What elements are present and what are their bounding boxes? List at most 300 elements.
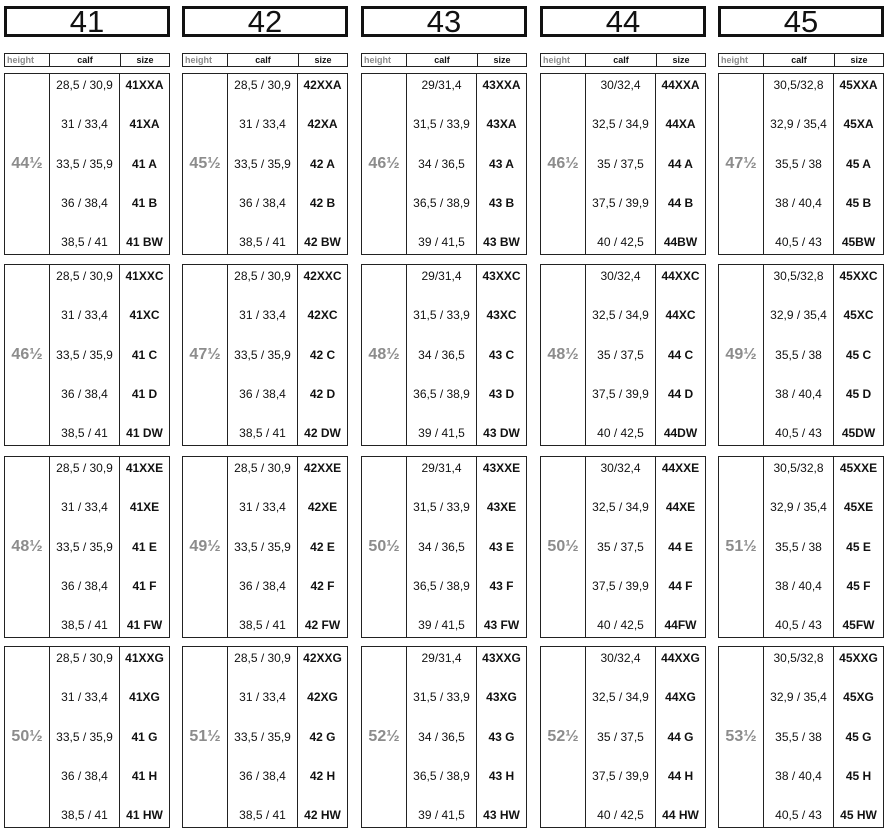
calf-range-cell: 28,5 / 30,9	[56, 269, 113, 283]
height-group	[182, 73, 348, 255]
size-code-cell: 44XXC	[661, 269, 700, 283]
calf-range-cell: 31 / 33,4	[239, 500, 286, 515]
size-column	[656, 74, 705, 254]
size-code-cell: 42XE	[307, 500, 338, 515]
calf-range-cell: 32,9 / 35,4	[770, 117, 827, 132]
calf-column	[586, 457, 656, 637]
height-value: 50½	[5, 647, 50, 827]
calf-range-cell: 30/32,4	[600, 461, 641, 475]
calf-range-cell: 32,9 / 35,4	[770, 500, 827, 515]
size-code-cell: 42XG	[307, 690, 338, 705]
calf-range-cell: 33,5 / 35,9	[234, 156, 291, 171]
height-header: height	[719, 54, 764, 66]
calf-range-cell: 36,5 / 38,9	[413, 768, 470, 783]
size-column	[656, 647, 705, 827]
calf-range-cell: 37,5 / 39,9	[592, 195, 649, 210]
calf-range-cell: 31 / 33,4	[61, 117, 108, 132]
size-code-cell: 45 H	[845, 768, 872, 783]
calf-range-cell: 33,5 / 35,9	[234, 539, 291, 554]
size-code-cell: 42 A	[310, 156, 335, 171]
shoe-size-header: 44	[540, 6, 706, 37]
height-value: 53½	[719, 647, 764, 827]
calf-range-cell: 36 / 38,4	[61, 386, 108, 401]
calf-range-cell: 29/31,4	[421, 461, 462, 475]
calf-column	[586, 647, 656, 827]
size-code-cell: 41 H	[131, 768, 158, 783]
calf-range-cell: 32,9 / 35,4	[770, 308, 827, 323]
size-header: size	[136, 55, 154, 65]
size-code-cell: 43 C	[488, 347, 515, 362]
size-code-cell: 41 C	[131, 347, 158, 362]
size-code-cell: 43 F	[489, 578, 514, 593]
shoe-size-header: 42	[182, 6, 348, 37]
height-value: 49½	[719, 265, 764, 445]
size-code-cell: 45 C	[845, 347, 872, 362]
height-value: 50½	[541, 457, 586, 637]
size-code-cell: 45XA	[843, 117, 874, 132]
height-group	[361, 73, 527, 255]
size-column	[298, 265, 347, 445]
size-code-cell: 41XG	[129, 690, 160, 705]
column-headers	[4, 53, 170, 67]
height-header: height	[362, 54, 407, 66]
calf-column	[50, 457, 120, 637]
size-code-cell: 45XXC	[839, 269, 878, 283]
size-code-cell: 44 D	[667, 386, 694, 401]
size-column	[834, 647, 883, 827]
size-code-cell: 44DW	[663, 426, 698, 440]
size-code-cell: 44 H	[667, 768, 694, 783]
size-column	[477, 74, 526, 254]
calf-range-cell: 31 / 33,4	[239, 308, 286, 323]
size-code-cell: 41 A	[132, 156, 157, 171]
size-code-cell: 41XXG	[125, 651, 164, 665]
size-code-cell: 43XXG	[482, 651, 521, 665]
size-code-cell: 41 DW	[126, 426, 163, 440]
calf-range-cell: 31,5 / 33,9	[413, 117, 470, 132]
size-code-cell: 42 HW	[304, 808, 341, 822]
calf-range-cell: 36 / 38,4	[239, 386, 286, 401]
size-code-cell: 44 C	[667, 347, 694, 362]
height-group	[182, 264, 348, 446]
height-group	[182, 456, 348, 638]
size-code-cell: 43XG	[486, 690, 517, 705]
calf-range-cell: 36 / 38,4	[61, 578, 108, 593]
size-code-cell: 44XE	[665, 500, 696, 515]
size-column	[298, 457, 347, 637]
height-group	[718, 456, 884, 638]
calf-range-cell: 39 / 41,5	[418, 235, 465, 249]
height-value: 46½	[5, 265, 50, 445]
column-headers	[540, 53, 706, 67]
calf-column	[50, 647, 120, 827]
size-column	[477, 647, 526, 827]
height-group	[361, 264, 527, 446]
size-code-cell: 45XE	[843, 500, 874, 515]
size-column	[656, 457, 705, 637]
calf-range-cell: 38,5 / 41	[239, 235, 286, 249]
calf-range-cell: 33,5 / 35,9	[56, 347, 113, 362]
size-code-cell: 42 H	[309, 768, 336, 783]
calf-range-cell: 36 / 38,4	[61, 768, 108, 783]
size-code-cell: 42XC	[307, 308, 338, 323]
size-code-cell: 41 B	[131, 195, 158, 210]
calf-range-cell: 35 / 37,5	[597, 156, 644, 171]
height-group	[718, 264, 884, 446]
calf-range-cell: 40,5 / 43	[775, 808, 822, 822]
size-code-cell: 42 G	[309, 729, 336, 744]
size-code-cell: 45FW	[842, 618, 875, 632]
column-headers	[718, 53, 884, 67]
calf-column	[407, 265, 477, 445]
size-header: size	[314, 55, 332, 65]
size-code-cell: 45 G	[845, 729, 872, 744]
calf-range-cell: 31 / 33,4	[61, 500, 108, 515]
calf-range-cell: 28,5 / 30,9	[234, 461, 291, 475]
size-column	[834, 74, 883, 254]
size-code-cell: 43 H	[488, 768, 515, 783]
calf-range-cell: 30,5/32,8	[773, 651, 824, 665]
size-code-cell: 43 DW	[483, 426, 520, 440]
calf-header: calf	[407, 54, 478, 66]
size-code-cell: 44BW	[663, 235, 698, 249]
size-code-cell: 43XXC	[482, 269, 521, 283]
calf-range-cell: 28,5 / 30,9	[56, 78, 113, 92]
size-column	[656, 265, 705, 445]
size-code-cell: 42XXA	[303, 78, 342, 92]
calf-range-cell: 31 / 33,4	[239, 690, 286, 705]
size-code-cell: 41XA	[129, 117, 160, 132]
calf-range-cell: 33,5 / 35,9	[234, 729, 291, 744]
size-code-cell: 41 FW	[126, 618, 163, 632]
calf-range-cell: 33,5 / 35,9	[56, 156, 113, 171]
size-code-cell: 45 A	[846, 156, 871, 171]
height-group	[182, 646, 348, 828]
calf-column	[764, 457, 834, 637]
calf-range-cell: 28,5 / 30,9	[234, 78, 291, 92]
size-code-cell: 44XXG	[661, 651, 700, 665]
size-code-cell: 45XXG	[839, 651, 878, 665]
calf-range-cell: 35,5 / 38	[775, 347, 822, 362]
size-code-cell: 45 D	[845, 386, 872, 401]
size-code-cell: 45DW	[841, 426, 876, 440]
size-code-cell: 42 DW	[304, 426, 341, 440]
size-header: size	[850, 55, 868, 65]
calf-range-cell: 37,5 / 39,9	[592, 386, 649, 401]
calf-header: calf	[50, 54, 121, 66]
height-value: 47½	[719, 74, 764, 254]
size-code-cell: 42 C	[309, 347, 336, 362]
size-code-cell: 42 D	[309, 386, 336, 401]
calf-range-cell: 33,5 / 35,9	[56, 729, 113, 744]
calf-range-cell: 30,5/32,8	[773, 461, 824, 475]
height-group	[718, 73, 884, 255]
size-code-cell: 44XC	[665, 308, 696, 323]
height-group	[540, 456, 706, 638]
size-code-cell: 44XA	[665, 117, 696, 132]
size-code-cell: 45XG	[843, 690, 874, 705]
size-code-cell: 44 F	[668, 578, 693, 593]
calf-column	[407, 74, 477, 254]
size-code-cell: 42 B	[309, 195, 336, 210]
calf-range-cell: 28,5 / 30,9	[56, 461, 113, 475]
calf-range-cell: 38,5 / 41	[61, 618, 108, 632]
calf-range-cell: 30/32,4	[600, 651, 641, 665]
calf-column	[586, 265, 656, 445]
calf-range-cell: 36 / 38,4	[239, 768, 286, 783]
calf-range-cell: 38,5 / 41	[61, 235, 108, 249]
size-code-cell: 42XXC	[303, 269, 342, 283]
height-value: 51½	[183, 647, 228, 827]
size-code-cell: 45 B	[845, 195, 872, 210]
size-code-cell: 43XE	[486, 500, 517, 515]
calf-column	[764, 647, 834, 827]
height-group	[4, 73, 170, 255]
size-code-cell: 41 G	[131, 729, 158, 744]
calf-range-cell: 29/31,4	[421, 78, 462, 92]
calf-column	[586, 74, 656, 254]
calf-range-cell: 40 / 42,5	[597, 426, 644, 440]
height-value: 46½	[362, 74, 407, 254]
calf-range-cell: 32,5 / 34,9	[592, 117, 649, 132]
shoe-size-header: 45	[718, 6, 884, 37]
size-column	[298, 74, 347, 254]
size-code-cell: 45XXA	[839, 78, 878, 92]
height-value: 52½	[541, 647, 586, 827]
calf-range-cell: 35,5 / 38	[775, 729, 822, 744]
height-group	[4, 264, 170, 446]
calf-range-cell: 34 / 36,5	[418, 156, 465, 171]
calf-range-cell: 32,5 / 34,9	[592, 690, 649, 705]
calf-range-cell: 39 / 41,5	[418, 618, 465, 632]
calf-column	[407, 647, 477, 827]
size-code-cell: 43XXE	[482, 461, 521, 475]
size-code-cell: 44XXA	[661, 78, 700, 92]
size-code-cell: 41 HW	[126, 808, 163, 822]
height-value: 45½	[183, 74, 228, 254]
size-code-cell: 42 F	[310, 578, 335, 593]
height-value: 48½	[5, 457, 50, 637]
calf-range-cell: 40,5 / 43	[775, 426, 822, 440]
calf-column	[228, 265, 298, 445]
size-code-cell: 42XXG	[303, 651, 342, 665]
calf-range-cell: 28,5 / 30,9	[234, 269, 291, 283]
height-header: height	[541, 54, 586, 66]
calf-range-cell: 38 / 40,4	[775, 195, 822, 210]
calf-range-cell: 34 / 36,5	[418, 729, 465, 744]
size-code-cell: 42 FW	[304, 618, 341, 632]
shoe-size-header: 41	[4, 6, 170, 37]
calf-column	[764, 265, 834, 445]
height-group	[4, 646, 170, 828]
size-code-cell: 42 BW	[304, 235, 341, 249]
calf-range-cell: 39 / 41,5	[418, 426, 465, 440]
height-group	[361, 456, 527, 638]
size-code-cell: 41 F	[132, 578, 157, 593]
calf-range-cell: 36,5 / 38,9	[413, 578, 470, 593]
size-column	[298, 647, 347, 827]
calf-range-cell: 34 / 36,5	[418, 347, 465, 362]
size-code-cell: 43 B	[488, 195, 515, 210]
size-code-cell: 41 D	[131, 386, 158, 401]
size-code-cell: 41XC	[129, 308, 160, 323]
calf-column	[228, 457, 298, 637]
shoe-size-header: 43	[361, 6, 527, 37]
size-code-cell: 45 E	[846, 539, 871, 554]
size-code-cell: 44 A	[668, 156, 693, 171]
height-group	[718, 646, 884, 828]
size-code-cell: 45BW	[841, 235, 876, 249]
calf-range-cell: 40,5 / 43	[775, 235, 822, 249]
height-value: 49½	[183, 457, 228, 637]
size-code-cell: 44FW	[664, 618, 697, 632]
calf-range-cell: 31,5 / 33,9	[413, 690, 470, 705]
calf-range-cell: 38,5 / 41	[61, 808, 108, 822]
calf-range-cell: 31 / 33,4	[61, 308, 108, 323]
height-group	[540, 264, 706, 446]
height-value: 52½	[362, 647, 407, 827]
calf-column	[764, 74, 834, 254]
height-value: 46½	[541, 74, 586, 254]
size-code-cell: 41 BW	[126, 235, 163, 249]
height-header: height	[183, 54, 228, 66]
size-code-cell: 45 F	[846, 578, 871, 593]
calf-range-cell: 29/31,4	[421, 651, 462, 665]
calf-column	[228, 647, 298, 827]
calf-range-cell: 37,5 / 39,9	[592, 578, 649, 593]
size-code-cell: 43 E	[489, 539, 514, 554]
size-column	[834, 265, 883, 445]
calf-range-cell: 35 / 37,5	[597, 539, 644, 554]
size-code-cell: 43XXA	[482, 78, 521, 92]
calf-range-cell: 38,5 / 41	[239, 426, 286, 440]
height-value: 51½	[719, 457, 764, 637]
calf-range-cell: 38,5 / 41	[239, 618, 286, 632]
calf-range-cell: 38,5 / 41	[61, 426, 108, 440]
calf-range-cell: 36,5 / 38,9	[413, 195, 470, 210]
calf-column	[407, 457, 477, 637]
calf-column	[50, 265, 120, 445]
size-column	[477, 265, 526, 445]
height-group	[361, 646, 527, 828]
calf-range-cell: 38,5 / 41	[239, 808, 286, 822]
column-headers	[182, 53, 348, 67]
size-code-cell: 44 G	[667, 729, 694, 744]
size-code-cell: 45XXE	[839, 461, 878, 475]
calf-range-cell: 39 / 41,5	[418, 808, 465, 822]
height-value: 48½	[541, 265, 586, 445]
calf-range-cell: 35,5 / 38	[775, 156, 822, 171]
size-code-cell: 42XA	[307, 117, 338, 132]
size-column	[120, 265, 169, 445]
size-code-cell: 43XC	[486, 308, 517, 323]
calf-range-cell: 40,5 / 43	[775, 618, 822, 632]
calf-range-cell: 36 / 38,4	[239, 195, 286, 210]
height-value: 48½	[362, 265, 407, 445]
size-code-cell: 42XXE	[303, 461, 342, 475]
size-code-cell: 43 HW	[483, 808, 520, 822]
calf-range-cell: 36 / 38,4	[61, 195, 108, 210]
size-column	[120, 457, 169, 637]
calf-range-cell: 31 / 33,4	[239, 117, 286, 132]
calf-range-cell: 31 / 33,4	[61, 690, 108, 705]
calf-range-cell: 36,5 / 38,9	[413, 386, 470, 401]
size-code-cell: 43 A	[489, 156, 514, 171]
size-code-cell: 44XXE	[661, 461, 700, 475]
height-group	[4, 456, 170, 638]
size-code-cell: 44 E	[668, 539, 693, 554]
calf-column	[228, 74, 298, 254]
size-code-cell: 41XXC	[125, 269, 164, 283]
calf-range-cell: 29/31,4	[421, 269, 462, 283]
calf-range-cell: 30/32,4	[600, 78, 641, 92]
size-code-cell: 43 D	[488, 386, 515, 401]
size-code-cell: 41XXA	[125, 78, 164, 92]
size-column	[120, 74, 169, 254]
size-code-cell: 41 E	[132, 539, 157, 554]
calf-range-cell: 34 / 36,5	[418, 539, 465, 554]
calf-range-cell: 32,9 / 35,4	[770, 690, 827, 705]
size-column	[834, 457, 883, 637]
calf-range-cell: 35 / 37,5	[597, 729, 644, 744]
calf-range-cell: 30/32,4	[600, 269, 641, 283]
calf-range-cell: 32,5 / 34,9	[592, 500, 649, 515]
calf-range-cell: 37,5 / 39,9	[592, 768, 649, 783]
size-code-cell: 45 HW	[840, 808, 877, 822]
size-code-cell: 44 HW	[662, 808, 699, 822]
size-code-cell: 41XE	[129, 500, 160, 515]
height-value: 50½	[362, 457, 407, 637]
height-group	[540, 646, 706, 828]
calf-range-cell: 28,5 / 30,9	[234, 651, 291, 665]
size-column	[477, 457, 526, 637]
size-code-cell: 43XA	[486, 117, 517, 132]
calf-range-cell: 31,5 / 33,9	[413, 500, 470, 515]
calf-range-cell: 40 / 42,5	[597, 808, 644, 822]
calf-column	[50, 74, 120, 254]
calf-range-cell: 38 / 40,4	[775, 386, 822, 401]
height-group	[540, 73, 706, 255]
size-code-cell: 42 E	[310, 539, 335, 554]
calf-range-cell: 35,5 / 38	[775, 539, 822, 554]
size-code-cell: 44XG	[665, 690, 696, 705]
calf-range-cell: 38 / 40,4	[775, 768, 822, 783]
calf-range-cell: 32,5 / 34,9	[592, 308, 649, 323]
height-header: height	[5, 54, 50, 66]
calf-range-cell: 38 / 40,4	[775, 578, 822, 593]
calf-range-cell: 30,5/32,8	[773, 269, 824, 283]
calf-range-cell: 40 / 42,5	[597, 618, 644, 632]
calf-header: calf	[764, 54, 835, 66]
calf-range-cell: 40 / 42,5	[597, 235, 644, 249]
calf-header: calf	[586, 54, 657, 66]
size-column	[120, 647, 169, 827]
size-code-cell: 44 B	[667, 195, 694, 210]
height-value: 47½	[183, 265, 228, 445]
calf-range-cell: 30,5/32,8	[773, 78, 824, 92]
calf-range-cell: 35 / 37,5	[597, 347, 644, 362]
calf-header: calf	[228, 54, 299, 66]
size-code-cell: 43 G	[488, 729, 515, 744]
size-code-cell: 43 BW	[483, 235, 520, 249]
size-code-cell: 43 FW	[483, 618, 520, 632]
size-code-cell: 41XXE	[125, 461, 164, 475]
size-header: size	[672, 55, 690, 65]
calf-range-cell: 31,5 / 33,9	[413, 308, 470, 323]
calf-range-cell: 33,5 / 35,9	[234, 347, 291, 362]
calf-range-cell: 28,5 / 30,9	[56, 651, 113, 665]
size-code-cell: 45XC	[843, 308, 874, 323]
